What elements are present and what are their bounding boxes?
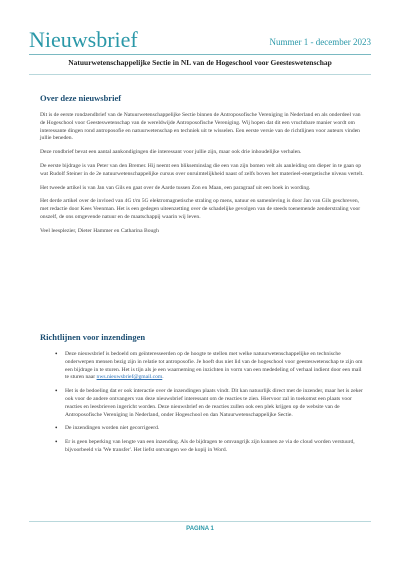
about-paragraph: Het derde artikel over de invloed van 4G t/m 5G elektromagnetische straling op mens, natuur en samenleving is door Jan van Gils geschreven, met redactie door Kees Veenman. Het is een gedegen uiteenzetting over de schadelijke gevolgen van de steeds toenemende zenderstraling voor onszelf, de ons omgevende natuur en de maatschappij waarin wij leven. (40, 198, 361, 220)
signature-line: Veel leesplezier, Dieter Hammer en Catharina Bough (40, 227, 159, 234)
list-item-suffix: . (162, 374, 164, 381)
bullet-icon: • (55, 438, 58, 447)
list-item-text: Er is geen beperking van lengte van een inzending. Als de bijdragen te omvangrijk zijn kunnen ze via de cloud worden verstuurd, bijvoorbeeld via 'We transfer'. Het liefst ontvangen we de kopij in Word. (65, 439, 355, 453)
about-section (40, 93, 366, 242)
about-paragraph: Deze rondbrief bevat een aantal aankondigingen die interessant voor jullie zijn, maar ook drie inhoudelijke verhalen. (40, 149, 302, 156)
newsletter-title: Nieuwsbrief (29, 27, 138, 52)
bullet-icon: • (55, 387, 58, 396)
issue-number: Nummer 1 - december 2023 (269, 37, 371, 47)
guidelines-section (40, 332, 366, 461)
subtitle-divider (29, 74, 371, 75)
list-item-text: De inzendingen worden niet gecorrigeerd. (65, 425, 160, 432)
email-link[interactable]: nws.nieuwsbrief@gmail.com (96, 374, 163, 381)
about-paragraph: Het tweede artikel is van Jan van Gils en gaat over de Aarde tussen Zon en Maan, een paragraaf uit een boek in wording. (40, 184, 311, 191)
header-divider (29, 54, 371, 55)
list-item (55, 387, 366, 419)
guidelines-list (40, 351, 366, 455)
list-item (55, 350, 366, 382)
list-item-text: Deze nieuwsbrief is bedoeld om geïnteresseerden op de hoogte te stellen met welke natuurwetenschappelijke en technische onderwerpen mensen bezig zijn in relatie tot antroposofie. Je hoeft dus niet lid van de hogeschool voor geesteswetenschap te zijn om een bijdrage in te sturen. Het is tijn als je een waarneming en inzichten in vorm van een mededeling of verhaal indient door een mail te sturen naar (65, 351, 363, 381)
newsletter-subtitle: Natuurwetenschappelijke Sectie in NL van de Hogeschool voor Geesteswetenschap (68, 58, 332, 67)
guidelines-heading: Richtlijnen voor inzendingen (40, 332, 146, 342)
bullet-icon: • (55, 424, 58, 433)
page-number: PAGINA 1 (186, 526, 214, 532)
footer-divider (29, 521, 371, 522)
about-paragraph: Dit is de eerste rondzendbrief van de Natuurwetenschappelijke Sectie binnen de Antroposofische Vereniging in Nederland en als onderdeel van de Hogeschool voor Geesteswetenschap van de wereldwijde Antroposofische Vereniging. Wij hopen dat dit een vruchtbare manier wordt om interessante dingen rond antroposofie en natuurwetenschap en techniek uit te wisselen. Een eerste versie van de richtlijnen voor auteurs vinden jullie beneden. (40, 112, 361, 142)
newsletter-header (29, 28, 371, 52)
about-paragraph: De eerste bijdrage is van Peter van den Bremer. Hij neemt een blikseminslag die een van zijn bomen velt als aanleiding om dieper in te gaan op wat Rudolf Steiner in de 2e natuurwetenschappelijke cursus over onruimtelijkheid naast of zelfs boven het materieel-energetische niveau vertelt. (40, 162, 364, 177)
bullet-icon: • (55, 350, 58, 358)
list-item-text: Het is de bedoeling dat er ook interactie over de inzendingen plaats vindt. Dit kan natuurlijk direct met de inzender, maar het is zeker ook voor de andere ontvangers van deze nieuwsbrief interessant om de reacties te zien. Hiervoor zal in toekomst een plaats voor reacties en leesbrieven ingericht worden. Deze nieuwsbrief en de reacties zullen ook een plek krijgen op de website van de Antroposofische Vereniging in Nederland, onder Hogeschool en dan Natuurwetenschappelijke Sectie. (65, 388, 363, 418)
about-heading: Over deze nieuwsbrief (40, 93, 122, 103)
list-item (55, 424, 366, 433)
list-item (55, 438, 366, 455)
